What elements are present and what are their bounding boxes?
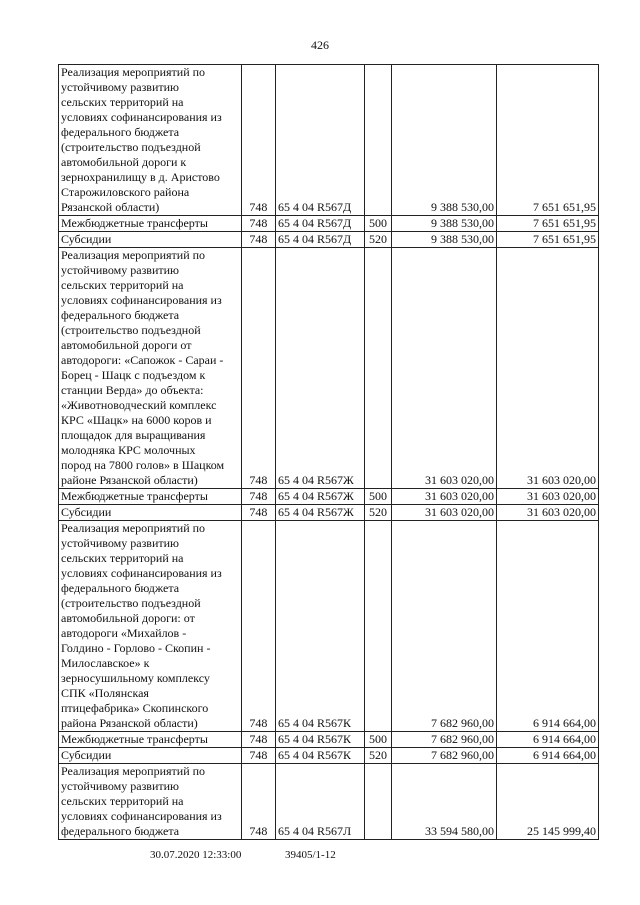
row-sum1-cell: 9 388 530,00	[392, 216, 497, 232]
row-csr-cell: 65 4 04 R567Ж	[276, 489, 365, 505]
row-vr-cell	[364, 65, 391, 216]
row-sum2-cell: 6 914 664,00	[497, 732, 599, 748]
row-ved-cell: 748	[241, 748, 275, 764]
footer-doc-number: 39405/1-12	[285, 849, 336, 861]
row-name-cell: Субсидии	[59, 748, 242, 764]
table-row	[59, 489, 599, 505]
row-vr-cell	[364, 521, 391, 732]
row-vr-cell: 520	[364, 505, 391, 521]
row-vr-cell: 500	[364, 216, 391, 232]
row-name-cell: Реализация мероприятий по устойчивому развитию сельских территорий на условиях софинансирования из федерального бюджета (строительство подъездной автомобильной дороги к зернохранилищу в д. Аристово Старожиловского района Рязанской области)	[59, 65, 242, 216]
row-vr-cell	[364, 248, 391, 489]
row-sum2-cell: 31 603 020,00	[497, 505, 599, 521]
budget-table-body	[59, 65, 599, 840]
row-name-cell: Реализация мероприятий по устойчивому развитию сельских территорий на условиях софинансирования из федерального бюджета	[59, 764, 242, 840]
row-name-cell: Межбюджетные трансферты	[59, 489, 242, 505]
table-row	[59, 216, 599, 232]
row-vr-cell: 520	[364, 232, 391, 248]
footer-datetime: 30.07.2020 12:33:00	[150, 849, 242, 861]
row-csr-cell: 65 4 04 R567Д	[276, 216, 365, 232]
row-sum2-cell: 31 603 020,00	[497, 489, 599, 505]
row-sum2-cell: 6 914 664,00	[497, 521, 599, 732]
row-sum2-cell: 31 603 020,00	[497, 248, 599, 489]
row-ved-cell: 748	[241, 65, 275, 216]
row-csr-cell: 65 4 04 R567Д	[276, 232, 365, 248]
row-vr-cell	[364, 764, 391, 840]
row-name-cell: Субсидии	[59, 232, 242, 248]
row-sum2-cell: 25 145 999,40	[497, 764, 599, 840]
table-row	[59, 521, 599, 732]
row-ved-cell: 748	[241, 732, 275, 748]
row-sum1-cell: 9 388 530,00	[392, 232, 497, 248]
row-sum1-cell: 31 603 020,00	[392, 505, 497, 521]
table-row	[59, 232, 599, 248]
row-ved-cell: 748	[241, 489, 275, 505]
row-ved-cell: 748	[241, 764, 275, 840]
row-ved-cell: 748	[241, 216, 275, 232]
row-csr-cell: 65 4 04 R567К	[276, 521, 365, 732]
row-vr-cell: 500	[364, 489, 391, 505]
table-row	[59, 248, 599, 489]
row-sum1-cell: 33 594 580,00	[392, 764, 497, 840]
row-csr-cell: 65 4 04 R567К	[276, 732, 365, 748]
row-sum1-cell: 7 682 960,00	[392, 732, 497, 748]
row-name-cell: Субсидии	[59, 505, 242, 521]
row-sum1-cell: 9 388 530,00	[392, 65, 497, 216]
table-row	[59, 748, 599, 764]
row-csr-cell: 65 4 04 R567Д	[276, 65, 365, 216]
table-row	[59, 732, 599, 748]
row-sum2-cell: 7 651 651,95	[497, 65, 599, 216]
row-sum1-cell: 31 603 020,00	[392, 489, 497, 505]
page-number: 426	[311, 38, 329, 52]
table-row	[59, 505, 599, 521]
row-sum1-cell: 7 682 960,00	[392, 748, 497, 764]
row-sum2-cell: 7 651 651,95	[497, 216, 599, 232]
row-csr-cell: 65 4 04 R567К	[276, 748, 365, 764]
row-vr-cell: 500	[364, 732, 391, 748]
row-ved-cell: 748	[241, 505, 275, 521]
row-sum2-cell: 7 651 651,95	[497, 232, 599, 248]
row-vr-cell: 520	[364, 748, 391, 764]
budget-table	[58, 64, 599, 840]
row-name-cell: Реализация мероприятий по устойчивому развитию сельских территорий на условиях софинансирования из федерального бюджета (строительство подъездной автомобильной дороги от автодороги: «Сапожок - Сараи - Борец - Шацк с подъездом к станции Верда» до объекта: «Животноводческий комплекс КРС «Шацк» на 6000 коров и площадок для выращивания молодняка КРС молочных пород на 7800 голов» в Шацком районе Рязанской области)	[59, 248, 242, 489]
row-sum1-cell: 7 682 960,00	[392, 521, 497, 732]
row-csr-cell: 65 4 04 R567Л	[276, 764, 365, 840]
row-sum2-cell: 6 914 664,00	[497, 748, 599, 764]
row-ved-cell: 748	[241, 521, 275, 732]
row-name-cell: Реализация мероприятий по устойчивому развитию сельских территорий на условиях софинансирования из федерального бюджета (строительство подъездной автомобильной дороги: от автодороги «Михайлов - Голдино - Горлово - Скопин - Милославское» к зерносушильному комплексу СПК «Полянская птицефабрика» Скопинского района Рязанской области)	[59, 521, 242, 732]
row-name-cell: Межбюджетные трансферты	[59, 216, 242, 232]
row-ved-cell: 748	[241, 232, 275, 248]
table-row	[59, 764, 599, 840]
row-csr-cell: 65 4 04 R567Ж	[276, 248, 365, 489]
row-sum1-cell: 31 603 020,00	[392, 248, 497, 489]
row-name-cell: Межбюджетные трансферты	[59, 732, 242, 748]
table-row	[59, 65, 599, 216]
row-csr-cell: 65 4 04 R567Ж	[276, 505, 365, 521]
row-ved-cell: 748	[241, 248, 275, 489]
